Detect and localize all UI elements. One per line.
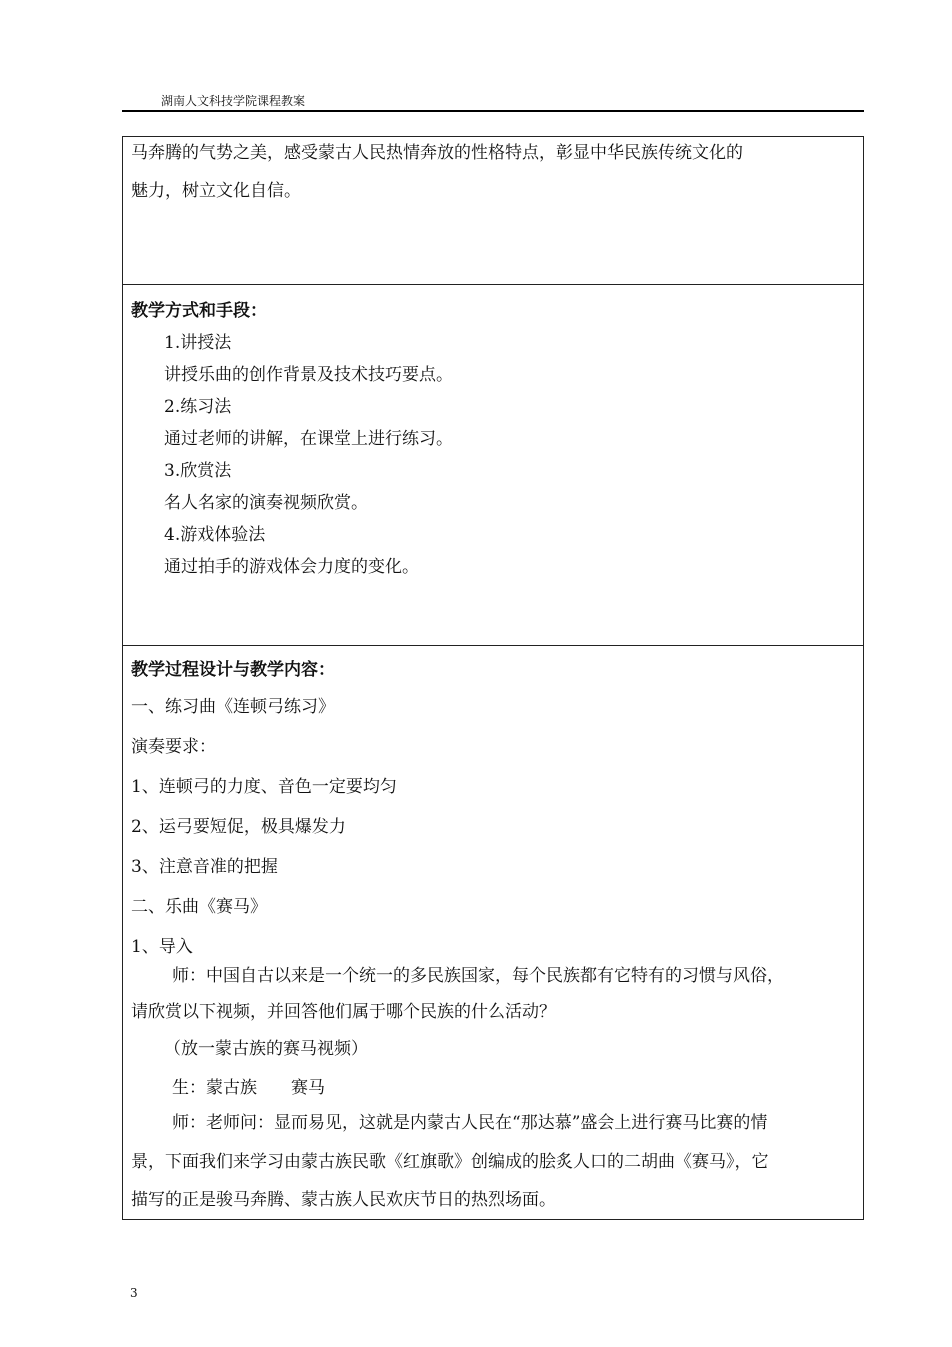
text-line: 生：蒙古族 赛马 (172, 1078, 325, 1098)
text-line: 3、注意音准的把握 (131, 857, 278, 877)
text-line: 景，下面我们来学习由蒙古族民歌《红旗歌》创编成的脍炙人口的二胡曲《赛马》，它 (131, 1152, 769, 1172)
text-line: 1.讲授法 (164, 333, 232, 353)
text-line: （放一蒙古族的赛马视频） (164, 1039, 368, 1059)
text-line: 名人名家的演奏视频欣赏。 (164, 493, 368, 513)
page-number: 3 (130, 1286, 138, 1300)
section-process-heading: 教学过程设计与教学内容： (131, 660, 335, 680)
text-line: 讲授乐曲的创作背景及技术技巧要点。 (164, 365, 453, 385)
text-line: 描写的正是骏马奔腾、蒙古族人民欢庆节日的热烈场面。 (131, 1190, 556, 1210)
section-methods-heading: 教学方式和手段： (131, 301, 267, 321)
text-line: 通过拍手的游戏体会力度的变化。 (164, 557, 419, 577)
section-process-cell (122, 645, 864, 1220)
text-line: 一、练习曲《连顿弓练习》 (131, 697, 335, 717)
text-line: 二、乐曲《赛马》 (131, 897, 267, 917)
text-line: 马奔腾的气势之美，感受蒙古人民热情奔放的性格特点，彰显中华民族传统文化的 (131, 143, 743, 163)
text-line: 演奏要求： (131, 737, 216, 757)
text-line: 1、导入 (131, 937, 193, 957)
text-line: 2.练习法 (164, 397, 232, 417)
header-rule (122, 110, 864, 112)
text-line: 请欣赏以下视频，并回答他们属于哪个民族的什么活动？ (131, 1002, 556, 1022)
page-header-title: 湖南人文科技学院课程教案 (161, 94, 306, 108)
text-line: 通过老师的讲解，在课堂上进行练习。 (164, 429, 453, 449)
text-line: 4.游戏体验法 (164, 525, 266, 545)
text-line: 魅力，树立文化自信。 (131, 181, 301, 201)
text-line: 师：老师问：显而易见，这就是内蒙古人民在“那达慕”盛会上进行赛马比赛的情 (172, 1113, 768, 1133)
text-line: 3.欣赏法 (164, 461, 232, 481)
section-methods-cell (122, 284, 864, 646)
text-line: 师：中国自古以来是一个统一的多民族国家，每个民族都有它特有的习惯与风俗， (172, 966, 784, 986)
text-line: 1、连顿弓的力度、音色一定要均匀 (131, 777, 397, 797)
text-line: 2、运弓要短促，极具爆发力 (131, 817, 346, 837)
